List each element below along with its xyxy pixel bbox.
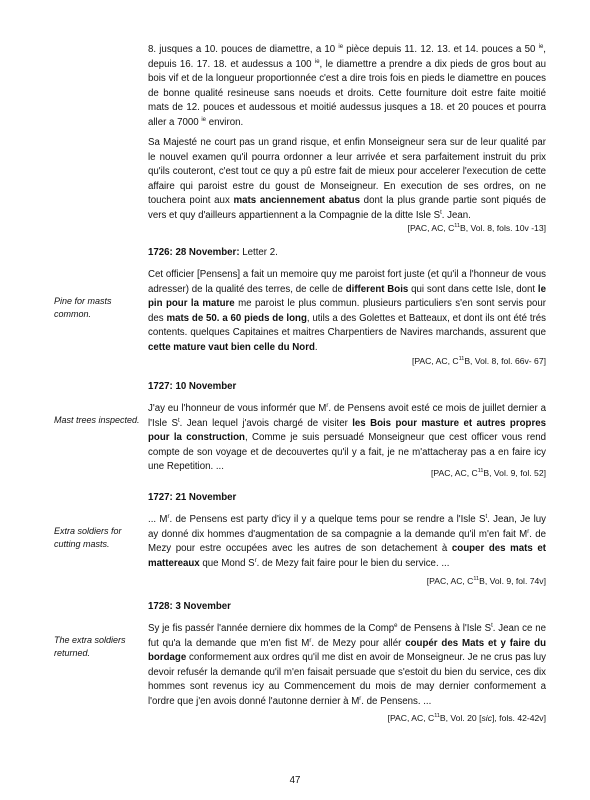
superscript: r — [326, 402, 329, 409]
text-run: Letter 2. — [239, 247, 278, 258]
text-run: . de Pensens. ... — [361, 695, 432, 707]
text-run: . Jean, Je luy ay donné dix hommes d'augmentation de sa compagnie a la demande qu'il m'en fait M — [148, 514, 546, 540]
text-run: , depuis 16. 17. 18. et audessus a 100 — [148, 44, 546, 70]
bold-text: les Bois pour masture et autres propres pour la construction — [148, 417, 546, 444]
text-run: ], fols. 42-42v] — [492, 713, 546, 723]
text-run: B, Vol. 9, fol. 74v] — [479, 576, 546, 586]
text-run: conformement aux ordres qu'il me dist en avoir de Monseigneur. Je ne crus pas luy devoir refusér la demande qu'il m'en faisait persuade que s'estoit du bien du service, ces dix hommes sont revenus icy au Commencement du mois de may dernier conformement a l'ordre que j'en avois donné l'autonne dernier à M — [148, 652, 546, 707]
bold-text: mats de 50. a 60 pieds de long — [166, 312, 307, 324]
bold-text: 1728: 3 November — [148, 601, 231, 612]
margin-note: Pine for masts common. — [54, 296, 112, 319]
text-run: . Jean ce ne fut qu'a la demande que m'en fist M — [148, 623, 547, 649]
superscript: ie — [201, 116, 206, 123]
paragraph — [148, 43, 546, 131]
text-run: , le diamettre a prendre a dix pieds de gros bout au bois vif et de la longueur proportionnée c'est a dire trois fois en pieds le diamettre en pouces de bonne qualité resineuse sans noeuds et droits. Cette fourniture doit estre faite moitié mats de 12. pouces et audessous et moitié audessus jusques a 18. et 20 pouces et pourra aller a 7000 — [148, 58, 546, 128]
text-run: ... M — [148, 514, 168, 525]
text-run: . — [314, 341, 318, 353]
paragraph — [148, 136, 546, 224]
paragraph — [148, 622, 546, 710]
superscript: t — [177, 417, 180, 424]
text-run: . de Pensens est party d'icy il y a quelque tems pour se rendre a l'Isle S — [169, 514, 486, 525]
superscript: r — [254, 557, 257, 564]
bold-text: 1726: 28 November: — [148, 247, 240, 258]
superscript: r — [527, 528, 530, 535]
citation — [148, 222, 546, 234]
text-run: . de Pensens avoit esté ce mois de juillet dernier a l'Isle S — [148, 403, 546, 429]
bold-text: cette mature vaut bien celle du Nord — [148, 341, 315, 353]
bold-text: le pin pour la mature — [148, 283, 547, 310]
superscript: r — [309, 637, 312, 644]
superscript: t — [440, 209, 442, 216]
superscript: 11 — [454, 223, 461, 230]
text-run: . de Mezy pour estre occupées avec les autres de son detachement à — [148, 528, 546, 555]
superscript: t — [485, 513, 488, 520]
text-run: dont la plus grande partie sont piqués de vers et quy d'ailleurs appartiennent a la Compagnie de la ditte Isle S — [148, 195, 546, 221]
text-run: de Pensens à l'Isle S — [397, 623, 492, 634]
margin-note: Mast trees inspected. — [54, 415, 140, 425]
entry-date-heading — [148, 491, 546, 505]
paragraph — [148, 513, 546, 571]
text-run: environ. — [206, 116, 244, 128]
margin-note: Extra soldiers for cutting masts. — [54, 526, 122, 549]
text-run: B, Vol. 8, fol. 66v- 67] — [464, 356, 546, 366]
citation — [148, 575, 546, 587]
bold-text: 1727: 21 November — [148, 492, 237, 503]
text-run: . de Mezy pour allér — [311, 637, 406, 649]
text-run: B, Vol. 9, fol. 52] — [483, 468, 546, 478]
text-run: . Jean lequel j'avois chargé de visiter — [179, 417, 353, 429]
citation — [148, 355, 546, 367]
text-run: me paroist le plus commun. plusieurs particuliers s'en sont servis pour des — [148, 298, 546, 324]
text-run: . de Mezy fait faire pour le bien du service. ... — [256, 557, 450, 569]
text-run: Sy je fis passér l'année derniere dix hommes de la Comp — [148, 623, 395, 634]
superscript: 11 — [458, 356, 465, 363]
text-run: qui sont dans cette Isle, dont — [408, 283, 538, 295]
entry-date-heading — [148, 600, 546, 614]
superscript: ie — [338, 43, 344, 50]
text-run: B, Vol. 20 [ — [439, 713, 482, 723]
superscript: 11 — [434, 713, 440, 720]
text-run: [PAC, AC, C — [407, 223, 455, 233]
text-run: pièce depuis 11. 12. 13. et 14. pouces a 50 — [343, 44, 539, 55]
text-run: . Jean. — [441, 209, 471, 221]
page-number: 47 — [289, 775, 301, 786]
superscript: r — [167, 513, 170, 520]
bold-text: 1727: 10 November — [148, 381, 237, 392]
bold-text: different Bois — [345, 283, 409, 295]
text-run: J'ay eu l'honneur de vous informér que M — [148, 403, 327, 414]
text-run: Sa Majesté ne court pas un grand risque, et enfin Monseigneur sera sur de leur qualité par le nouvel examen qu'il pourra ordonner a leur arrivée et sera parfaitement instruit du prix qu'ils couteront, c'est tout ce quy a pû estre fait de mieux pour accelerer l'execution de cette affaire qui paroist estre du goust de Monseigneur. En execution de ses ordres, on ne touchera point aux — [148, 137, 546, 207]
text-run: B, Vol. 8, fols. 10v -13] — [460, 223, 546, 233]
citation — [148, 467, 546, 479]
text-run: [PAC, AC, C — [426, 576, 474, 586]
text-run: [PAC, AC, C — [387, 713, 435, 723]
citation — [148, 712, 546, 724]
text-run: que Mond S — [199, 557, 255, 569]
paragraph — [148, 402, 546, 475]
text-run: sic — [481, 713, 493, 723]
superscript: ie — [314, 58, 320, 65]
entry-date-heading — [148, 380, 546, 394]
text-run: [PAC, AC, C — [411, 356, 459, 366]
bold-text: couper des mats et mattereaux — [148, 543, 546, 569]
entry-date-heading — [148, 246, 546, 260]
text-run: , utils a des Golettes et Batteaux, et dont ils ont été trés contents. quelques Capitaines et maitres Charpentiers de Navires marchands, assurent que — [148, 312, 546, 339]
paragraph — [148, 268, 546, 356]
superscript: t — [491, 622, 493, 629]
superscript: r — [359, 695, 362, 702]
bold-text: coupér des Mats et y faire du bordage — [148, 637, 547, 664]
text-run: , Comme je suis persuadé Monseigneur que cest officer vous rend compte de son voyage et de decouvertes qu'il y a fait, je ne m'attacheray pas a en faire icy une Repetition. ... — [148, 432, 546, 473]
text-run: 8. jusques a 10. pouces de diamettre, a 10 — [148, 44, 339, 55]
superscript: e — [394, 622, 398, 629]
bold-text: mats anciennement abatus — [233, 195, 360, 207]
superscript: ie — [538, 43, 544, 50]
superscript: 11 — [473, 576, 480, 583]
text-run: [PAC, AC, C — [431, 468, 478, 478]
superscript: 11 — [477, 468, 484, 475]
margin-note: The extra soldiers returned. — [54, 635, 126, 658]
text-run: Cet officier [Pensens] a fait un memoire quy me paroist fort juste (et qu'il a l'honneur de vous adresser) de la qualité des terres, de celle de — [148, 269, 546, 295]
